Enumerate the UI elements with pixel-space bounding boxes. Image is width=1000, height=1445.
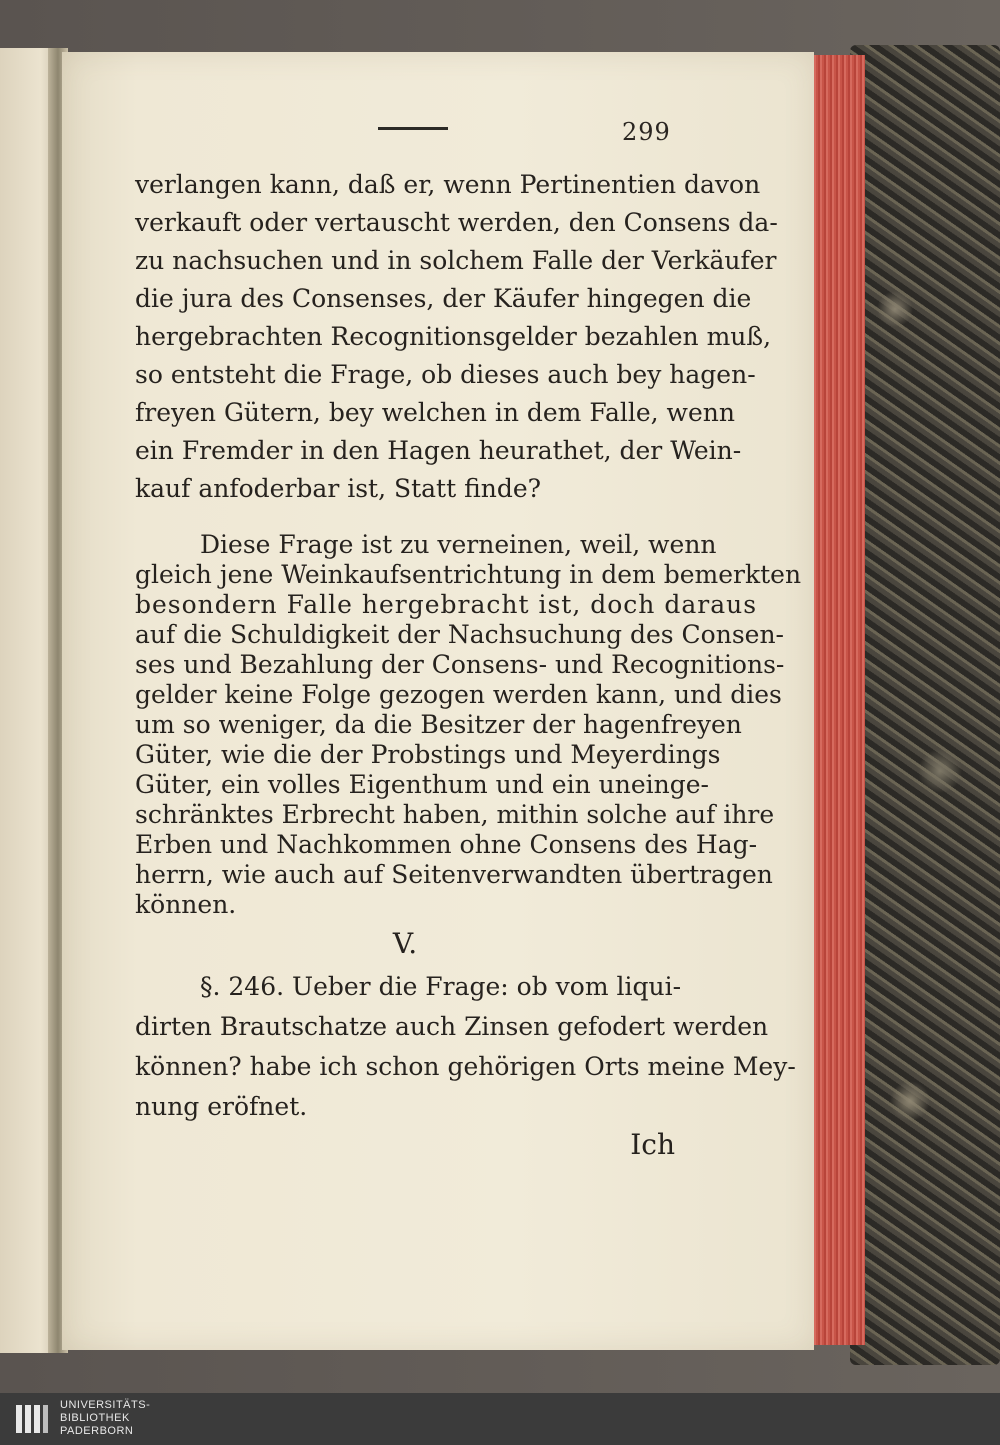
catchword: Ich xyxy=(630,1128,675,1161)
text-line: kauf anfoderbar ist, Statt finde? xyxy=(135,474,542,503)
text-line: freyen Gütern, bey welchen in dem Falle, wenn xyxy=(135,398,735,427)
text-line: verlangen kann, daß er, wenn Pertinentien davon xyxy=(135,170,761,199)
text-line: so entsteht die Frage, ob dieses auch bey hagen- xyxy=(135,360,756,389)
text-line: um so weniger, da die Besitzer der hagenfreyen xyxy=(135,710,742,739)
text-line: §. 246. Ueber die Frage: ob vom liqui- xyxy=(200,972,682,1001)
logo-line: PADERBORN xyxy=(60,1425,134,1437)
text-line: können. xyxy=(135,890,237,919)
text-line: gleich jene Weinkaufsentrichtung in dem bemerkten xyxy=(135,560,802,589)
library-logo-text xyxy=(60,1399,150,1438)
text-line: gelder keine Folge gezogen werden kann, und dies xyxy=(135,680,782,709)
text-line: dirten Brautschatze auch Zinsen gefodert werden xyxy=(135,1012,769,1041)
header-rule xyxy=(378,127,448,130)
text-line: Diese Frage ist zu verneinen, weil, wenn xyxy=(200,530,717,559)
page-number: 299 xyxy=(622,118,671,146)
text-line: zu nachsuchen und in solchem Falle der Verkäufer xyxy=(135,246,777,275)
text-line: die jura des Consenses, der Käufer hingegen die xyxy=(135,284,752,313)
library-logo-bar xyxy=(0,1393,1000,1445)
text-line: ses und Bezahlung der Consens- und Recognitions- xyxy=(135,650,785,679)
text-line: Erben und Nachkommen ohne Consens des Hag- xyxy=(135,830,758,859)
text-line: auf die Schuldigkeit der Nachsuchung des Consen- xyxy=(135,620,784,649)
text-line: Güter, wie die der Probstings und Meyerdings xyxy=(135,740,721,769)
text-line: schränktes Erbrecht haben, mithin solche auf ihre xyxy=(135,800,775,829)
logo-line: BIBLIOTHEK xyxy=(60,1412,130,1424)
text-line: nung eröfnet. xyxy=(135,1092,308,1121)
text-line: können? habe ich schon gehörigen Orts meine Mey- xyxy=(135,1052,796,1081)
text-line: hergebrachten Recognitionsgelder bezahlen muß, xyxy=(135,322,772,351)
text-line: ein Fremder in den Hagen heurathet, der Wein- xyxy=(135,436,742,465)
text-line: herrn, wie auch auf Seitenverwandten übertragen xyxy=(135,860,773,889)
section-heading: V. xyxy=(392,927,418,960)
text-line: Güter, ein volles Eigenthum und ein uneinge- xyxy=(135,770,709,799)
text-line: verkauft oder vertauscht werden, den Consens da- xyxy=(135,208,778,237)
text-line: besondern Falle hergebracht ist, doch daraus xyxy=(135,590,758,619)
logo-line: UNIVERSITÄTS- xyxy=(60,1399,151,1411)
library-logo-icon xyxy=(14,1401,50,1437)
book-cover xyxy=(850,45,1000,1365)
